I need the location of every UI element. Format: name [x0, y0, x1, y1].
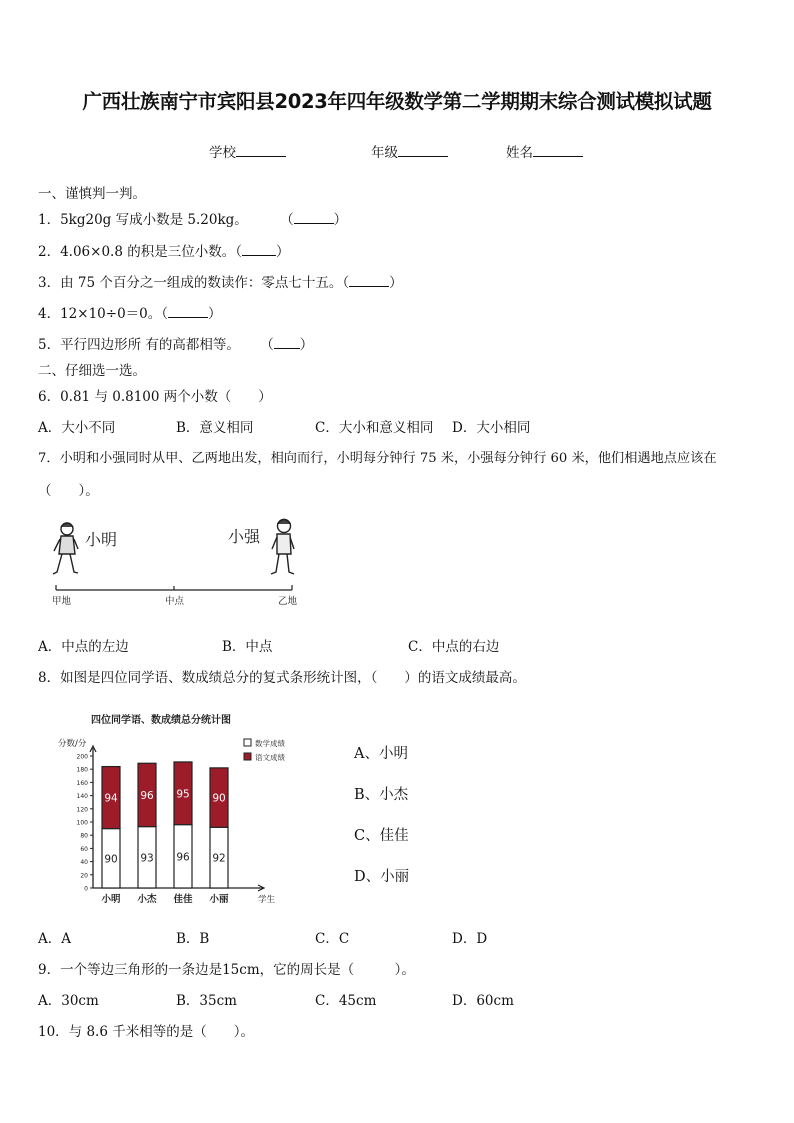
q6-option-c[interactable]: C．大小和意义相同: [315, 420, 434, 436]
question-3: [38, 271, 403, 291]
xiaoming-label: 小明: [85, 530, 118, 549]
chinese-score-label: 90: [212, 792, 226, 805]
answer-blank-2[interactable]: [242, 243, 276, 256]
name-blank[interactable]: [533, 144, 583, 157]
page-title: 广西壮族南宁市宾阳县2023年四年级数学第二学期期末综合测试模拟试题: [82, 90, 712, 113]
math-score-label: 93: [140, 852, 154, 865]
q6-option-a[interactable]: A．大小不同: [38, 420, 116, 436]
q8-side-option-a: A、小明: [354, 746, 408, 762]
chart-ylabel: 分数/分: [58, 739, 87, 749]
midpoint-label: 中点: [165, 596, 185, 607]
math-score-label: 96: [176, 851, 190, 864]
y-tick-label: 140: [76, 793, 88, 801]
chart-xlabel: 学生: [258, 895, 276, 905]
question-10: 10．与 8.6 千米相等的是（ ）。: [38, 1024, 254, 1040]
category-label: 佳佳: [173, 894, 193, 905]
q9-option-c[interactable]: C．45cm: [315, 993, 377, 1009]
grade-field[interactable]: [371, 141, 448, 161]
grade-blank[interactable]: [398, 144, 448, 157]
question-2: [38, 240, 289, 260]
question-1: 1．5kg20g 写成小数是 5.20kg。 （ ）: [38, 212, 348, 228]
xiaoqiang-label: 小强: [228, 527, 261, 546]
q8-option-d[interactable]: D．D: [452, 931, 488, 947]
q7-option-a[interactable]: A．中点的左边: [38, 639, 129, 655]
question-1-text: 1．5kg20g 写成小数是 5.20kg。: [38, 212, 248, 228]
q8-side-option-c: C、佳佳: [354, 828, 409, 844]
y-tick-label: 120: [76, 806, 88, 814]
question-5: 5．平行四边形所 有的高都相等。 （ ）: [38, 337, 314, 353]
xiaoqiang-figure-icon: [271, 520, 294, 575]
y-tick-label: 100: [76, 819, 88, 827]
question-4-text: 4．12×10÷0＝0。（: [38, 306, 168, 322]
section2-heading: 二、仔细选一选。: [38, 363, 146, 379]
legend-swatch: [244, 753, 251, 760]
q6-option-b[interactable]: B．意义相同: [176, 420, 254, 436]
grade-label: 年级: [371, 145, 398, 161]
q6-option-d[interactable]: D．大小相同: [452, 420, 531, 436]
q7-option-c[interactable]: C．中点的右边: [408, 639, 500, 655]
school-field[interactable]: [209, 141, 286, 161]
answer-blank-5[interactable]: [274, 336, 300, 349]
y-tick-label: 60: [80, 845, 88, 853]
q9-option-a[interactable]: A．30cm: [38, 993, 99, 1009]
school-label: 学校: [209, 145, 236, 161]
chinese-score-label: 95: [176, 788, 190, 801]
math-score-label: 92: [212, 852, 226, 865]
y-tick-label: 180: [76, 766, 88, 774]
q8-bar-chart: [58, 708, 290, 908]
q9-option-b[interactable]: B．35cm: [176, 993, 237, 1009]
start-label: 甲地: [52, 596, 72, 607]
legend-swatch: [244, 739, 251, 746]
category-label: 小丽: [209, 894, 229, 905]
q8-side-option-d: D、小丽: [354, 869, 410, 885]
q8-option-a[interactable]: A．A: [38, 931, 71, 947]
chinese-score-label: 94: [104, 792, 118, 805]
q7-option-b[interactable]: B．中点: [222, 639, 273, 655]
question-9: 9．一个等边三角形的一条边是15cm，它的周长是（ ）。: [38, 962, 415, 978]
chinese-score-label: 96: [140, 789, 154, 802]
question-3-end: ）: [389, 275, 403, 291]
answer-blank-3[interactable]: [349, 274, 389, 287]
question-5-text: 5．平行四边形所 有的高都相等。: [38, 337, 240, 353]
y-tick-label: 40: [80, 859, 88, 867]
question-2-end: ）: [275, 244, 290, 260]
category-label: 小杰: [137, 894, 157, 905]
end-label: 乙地: [278, 596, 298, 607]
q7-figure: [48, 514, 308, 610]
answer-blank-4[interactable]: [168, 305, 208, 318]
q8-side-option-b: B、小杰: [354, 787, 409, 803]
question-2-text: 2．4.06×0.8 的积是三位小数。（: [38, 244, 242, 260]
question-7: 7．小明和小强同时从甲、乙两地出发，相向而行，小明每分钟行 75 米，小强每分钟行 60 米，他们相遇地点应该在: [38, 451, 717, 466]
answer-blank-1[interactable]: [294, 211, 334, 224]
q9-option-d[interactable]: D．60cm: [452, 993, 514, 1009]
y-tick-label: 160: [76, 779, 88, 787]
math-score-label: 90: [104, 853, 118, 866]
name-label: 姓名: [506, 145, 533, 161]
question-4: [38, 302, 222, 322]
question-3-text: 3．由 75 个百分之一组成的数读作：零点七十五。（: [38, 275, 350, 291]
y-tick-label: 20: [80, 872, 88, 880]
question-4-end: ）: [208, 306, 222, 322]
category-label: 小明: [101, 894, 121, 905]
y-tick-label: 80: [80, 832, 88, 840]
xiaoming-figure-icon: [53, 523, 78, 574]
q8-option-c[interactable]: C．C: [315, 931, 350, 947]
legend-label: 数学成绩: [255, 739, 285, 748]
question-7-cont: （ ）。: [38, 483, 99, 499]
name-field[interactable]: [506, 141, 583, 161]
y-tick-label: 200: [76, 753, 88, 761]
q8-option-b[interactable]: B．B: [176, 931, 210, 947]
question-8: 8．如图是四位同学语、数成绩总分的复式条形统计图，（ ）的语文成绩最高。: [38, 670, 526, 686]
school-blank[interactable]: [236, 144, 286, 157]
section1-heading: 一、谨慎判一判。: [38, 186, 146, 202]
question-6: 6．0.81 与 0.8100 两个小数（ ）: [38, 389, 272, 405]
y-tick-label: 0: [84, 885, 88, 893]
legend-label: 语文成绩: [255, 753, 285, 762]
chart-title: 四位同学语、数成绩总分统计图: [91, 715, 231, 726]
